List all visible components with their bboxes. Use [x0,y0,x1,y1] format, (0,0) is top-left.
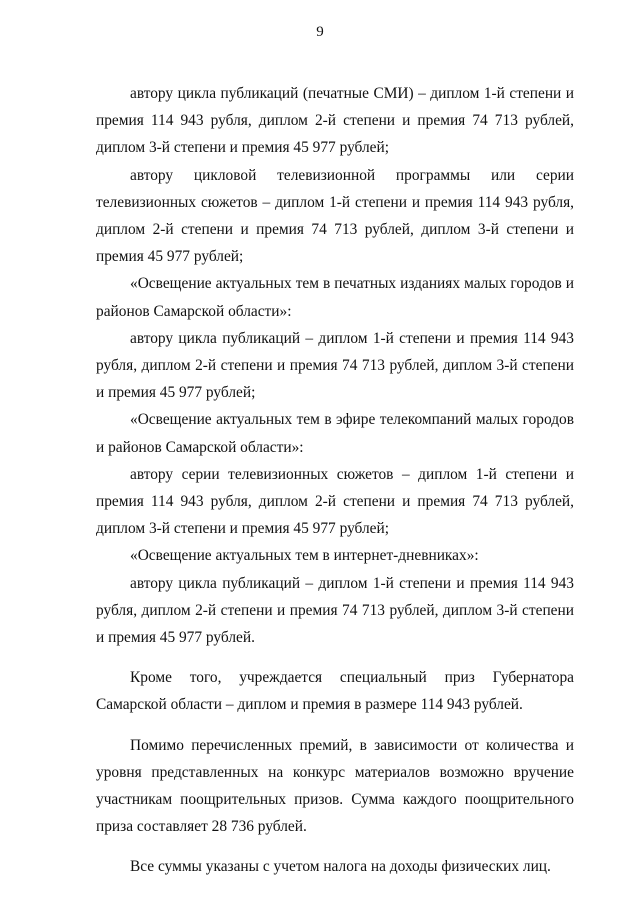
paragraph-small-town-print-prizes: автору цикла публикаций – диплом 1-й степени и премия 114 943 рубля, диплом 2-й степени и премия 74 713 рублей, диплом 3-й степени и премия 45 977 рублей; [96,329,574,402]
paragraph-tv-program-prizes: автору цикловой телевизионной программы или серии телевизионных сюжетов – диплом 1-й степени и премия 114 943 рубля, диплом 2-й степени и премия 74 713 рублей, диплом 3-й степени и премия 45 977 рублей; [96,166,574,266]
paragraph-print-media-prizes: автору цикла публикаций (печатные СМИ) – диплом 1-й степени и премия 114 943 рубля, диплом 2-й степени и премия 74 713 рублей, диплом 3-й степени и премия 45 977 рублей; [96,85,574,157]
paragraph-governor-special-prize: Кроме того, учреждается специальный приз Губернатора Самарской области – диплом и премия в размере 114 943 рублей. [96,669,574,714]
paragraph-nomination-small-town-print: «Освещение актуальных тем в печатных изданиях малых городов и районов Самарской области»: [96,275,574,320]
document-body [96,80,574,881]
paragraph-internet-blogs-prizes: автору цикла публикаций – диплом 1-й степени и премия 114 943 рубля, диплом 2-й степени и премия 74 713 рублей, диплом 3-й степени и премия 45 977 рублей. [96,574,574,647]
paragraph-small-town-tv-prizes: автору серии телевизионных сюжетов – диплом 1-й степени и премия 114 943 рубля, диплом 2-й степени и премия 74 713 рублей, диплом 3-й степени и премия 45 977 рублей; [96,465,574,538]
page-number: 9 [316,24,324,40]
paragraph-incentive-prizes: Помимо перечисленных премий, в зависимости от количества и уровня представленных на конкурс материалов возможно вручение участникам поощрительных призов. Сумма каждого поощрительного приза составляет 28 736 рублей. [96,736,574,836]
paragraph-tax-note: Все суммы указаны с учетом налога на доходы физических лиц. [130,858,551,876]
paragraph-nomination-internet-blogs: «Освещение актуальных тем в интернет-дневниках»: [130,547,479,565]
paragraph-nomination-small-town-tv: «Освещение актуальных тем в эфире телекомпаний малых городов и районов Самарской области»: [96,411,574,456]
